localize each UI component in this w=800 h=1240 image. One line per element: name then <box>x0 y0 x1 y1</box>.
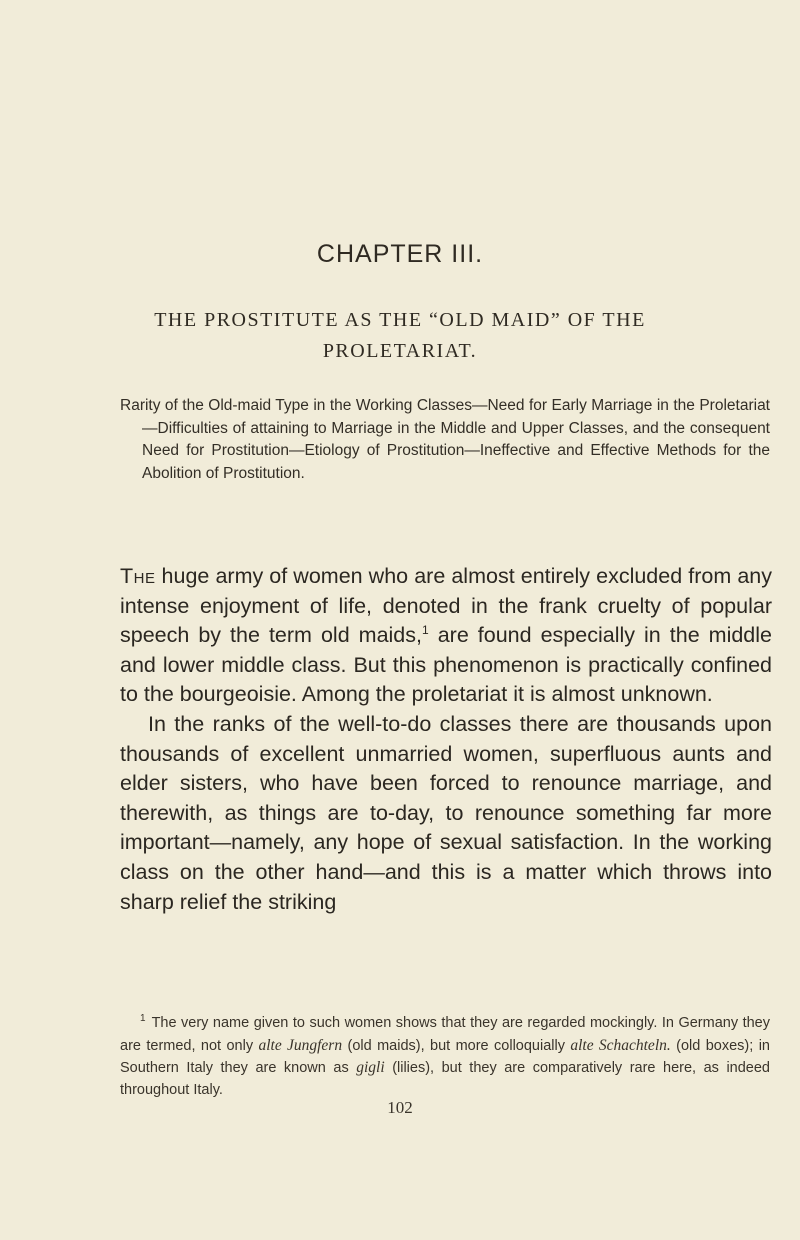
chapter-title-line-2: PROLETARIAT. <box>322 340 478 362</box>
page-number: 102 <box>387 1098 413 1117</box>
chapter-synopsis <box>120 395 770 485</box>
footnote-text-1: The very name given to such women shows that they are regarded mockingly. In Germany they are termed, not only <box>120 1015 770 1054</box>
footnote <box>120 1013 770 1101</box>
footnote-term-alte-schachteln: alte Schachteln. <box>570 1036 671 1054</box>
paragraph-1 <box>120 562 772 710</box>
footnote-text-3: (old boxes); in Southern Italy they are known as <box>120 1037 770 1076</box>
footnote-text-4: (lilies), but they are comparatively rare here, as indeed throughout Italy. <box>120 1060 770 1098</box>
footnote-term-gigli: gigli <box>356 1059 385 1076</box>
synopsis-text: Rarity of the Old-maid Type in the Working Classes—Need for Early Marriage in the Proletariat—Difficulties of attaining to Marriage in the Middle and Upper Classes, and the consequent Need for Prostitution—Etiology of Prostitution—Ineffective and Effective Methods for the Abolition of Prostitution. <box>120 397 770 482</box>
footnote-term-alte-jungfern: alte Jungfern <box>258 1036 343 1054</box>
paragraph-1-lead: The <box>120 564 156 588</box>
paragraph-1-text-b: are found especially in the middle and lower middle class. But this phenomenon is practically confined to the bourgeoisie. Among the proletariat it is almost unknown. <box>120 623 772 707</box>
chapter-title-line-1: THE PROSTITUTE AS THE “OLD MAID” OF THE <box>154 309 646 331</box>
footnote-text <box>120 1013 770 1101</box>
footnote-mark: 1 <box>140 1013 146 1025</box>
paragraph-1-text-a: huge army of women who are almost entirely excluded from any intense enjoyment of life, denoted in the frank cruelty of popular speech by the term old maids, <box>120 564 772 648</box>
chapter-title <box>0 305 800 367</box>
body-text <box>120 562 772 917</box>
footnote-text-2: (old maids), but more colloquially <box>342 1037 571 1054</box>
chapter-heading: CHAPTER III. <box>316 240 484 268</box>
footnote-reference: 1 <box>422 623 429 638</box>
paragraph-2: In the ranks of the well-to-do classes there are thousands upon thousands of excellent unmarried women, superfluous aunts and elder sisters, who have been forced to renounce marriage, and therewith, as things are to-day, to renounce something far more important—namely, any hope of sexual satisfaction. In the working class on the other hand—and this is a matter which throws into sharp relief the striking <box>120 711 772 914</box>
